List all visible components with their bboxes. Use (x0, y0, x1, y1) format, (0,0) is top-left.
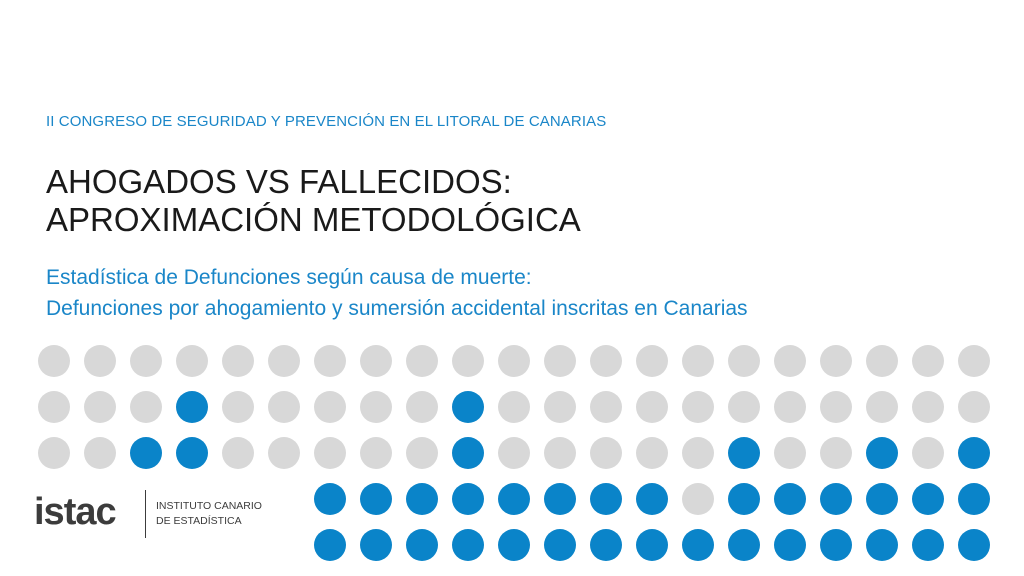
dot-filled (866, 529, 898, 561)
dot-filled (912, 529, 944, 561)
dot-empty (912, 391, 944, 423)
dot-filled (728, 483, 760, 515)
dot-empty (682, 391, 714, 423)
dot-filled (314, 483, 346, 515)
dot-empty (958, 345, 990, 377)
dot-empty (84, 437, 116, 469)
dot-filled (452, 391, 484, 423)
dot-empty (820, 345, 852, 377)
logo-line-2: DE ESTADÍSTICA (156, 515, 242, 527)
dot-empty (268, 345, 300, 377)
dot-empty (314, 345, 346, 377)
dot-empty (544, 391, 576, 423)
dot-empty (84, 345, 116, 377)
dot-empty (774, 345, 806, 377)
dot-filled (498, 483, 530, 515)
dot-filled (406, 483, 438, 515)
dot-empty (682, 345, 714, 377)
dot-empty (820, 391, 852, 423)
dot-filled (176, 437, 208, 469)
dot-empty (590, 391, 622, 423)
dot-empty (774, 391, 806, 423)
dot-empty (452, 345, 484, 377)
dot-empty (406, 391, 438, 423)
dot-empty (636, 345, 668, 377)
title-line-2: APROXIMACIÓN METODOLÓGICA (46, 201, 581, 238)
dot-filled (958, 529, 990, 561)
dot-empty (314, 391, 346, 423)
dot-filled (360, 483, 392, 515)
logo-wordmark: istac (34, 491, 116, 533)
dot-empty (682, 437, 714, 469)
dot-empty (728, 391, 760, 423)
dot-empty (38, 391, 70, 423)
dot-filled (958, 437, 990, 469)
dot-empty (360, 391, 392, 423)
congress-heading: II CONGRESO DE SEGURIDAD Y PREVENCIÓN EN EL LITORAL DE CANARIAS (46, 113, 607, 130)
dot-empty (222, 391, 254, 423)
dot-filled (866, 437, 898, 469)
dot-empty (314, 437, 346, 469)
logo-institution-name (156, 499, 262, 529)
dot-empty (176, 345, 208, 377)
dot-filled (636, 529, 668, 561)
dot-filled (452, 437, 484, 469)
dot-empty (866, 345, 898, 377)
dot-filled (590, 529, 622, 561)
dot-filled (820, 529, 852, 561)
dot-filled (314, 529, 346, 561)
dot-filled (636, 483, 668, 515)
dot-empty (590, 437, 622, 469)
dot-filled (728, 529, 760, 561)
dot-filled (360, 529, 392, 561)
dot-empty (38, 437, 70, 469)
dot-filled (498, 529, 530, 561)
logo-line-1: INSTITUTO CANARIO (156, 500, 262, 512)
dot-empty (636, 391, 668, 423)
dot-empty (958, 391, 990, 423)
dot-empty (38, 345, 70, 377)
dot-filled (590, 483, 622, 515)
dot-empty (544, 437, 576, 469)
dot-empty (130, 345, 162, 377)
dot-empty (222, 345, 254, 377)
dot-filled (544, 529, 576, 561)
dot-filled (866, 483, 898, 515)
dot-empty (912, 437, 944, 469)
dot-empty (130, 391, 162, 423)
dot-filled (176, 391, 208, 423)
dot-empty (498, 391, 530, 423)
dot-empty (866, 391, 898, 423)
dot-empty (406, 345, 438, 377)
logo-divider (145, 490, 146, 538)
dot-empty (590, 345, 622, 377)
istac-logo (34, 488, 274, 544)
dot-filled (958, 483, 990, 515)
dot-empty (222, 437, 254, 469)
dot-empty (728, 345, 760, 377)
dot-empty (912, 345, 944, 377)
dot-empty (84, 391, 116, 423)
dot-empty (544, 345, 576, 377)
dot-filled (544, 483, 576, 515)
dot-empty (820, 437, 852, 469)
dot-empty (636, 437, 668, 469)
subtitle-line-1: Estadística de Defunciones según causa de muerte: (46, 266, 532, 289)
dot-filled (774, 483, 806, 515)
dot-empty (268, 391, 300, 423)
title-line-1: AHOGADOS VS FALLECIDOS: (46, 163, 512, 200)
dot-filled (130, 437, 162, 469)
dot-empty (682, 483, 714, 515)
subtitle-line-2: Defunciones por ahogamiento y sumersión accidental inscritas en Canarias (46, 297, 748, 320)
dot-empty (268, 437, 300, 469)
dot-empty (360, 345, 392, 377)
dot-filled (452, 529, 484, 561)
dot-filled (912, 483, 944, 515)
dot-filled (682, 529, 714, 561)
dot-filled (406, 529, 438, 561)
dot-filled (820, 483, 852, 515)
dot-filled (452, 483, 484, 515)
dot-filled (774, 529, 806, 561)
dot-empty (406, 437, 438, 469)
dot-empty (774, 437, 806, 469)
dot-empty (360, 437, 392, 469)
dot-filled (728, 437, 760, 469)
dot-empty (498, 437, 530, 469)
dot-empty (498, 345, 530, 377)
